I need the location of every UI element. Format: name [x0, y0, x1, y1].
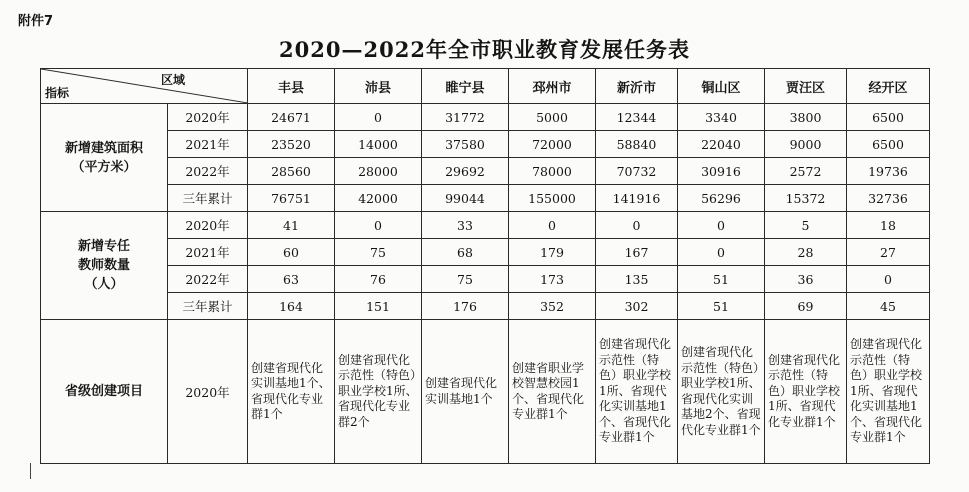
value-cell: 0 [335, 104, 422, 131]
project-cell: 创建省现代化示范性（特色）职业学校1所、省现代化实训基地1个、省现代化专业群1个 [596, 320, 678, 464]
value-cell: 135 [596, 266, 678, 293]
indicator-label: 指标 [45, 86, 70, 100]
value-cell: 173 [509, 266, 596, 293]
value-cell: 68 [422, 239, 509, 266]
value-cell: 51 [678, 266, 765, 293]
value-cell: 32736 [847, 185, 930, 212]
project-cell: 创建省职业学校智慧校园1个、省现代化专业群1个 [509, 320, 596, 464]
project-cell: 创建省现代化示范性（特色）职业学校1所、省现代化实训基地2个、省现代化专业群1个 [678, 320, 765, 464]
value-cell: 42000 [335, 185, 422, 212]
margin-mark [30, 463, 31, 479]
region-header: 铜山区 [678, 69, 765, 104]
value-cell: 0 [509, 212, 596, 239]
value-cell: 27 [847, 239, 930, 266]
value-cell: 6500 [847, 104, 930, 131]
value-cell: 302 [596, 293, 678, 320]
project-cell: 创建省现代化示范性（特色）职业学校1所、省现代化实训基地1个、省现代化专业群1个 [847, 320, 930, 464]
value-cell: 28 [765, 239, 847, 266]
year-cell: 2020年 [168, 212, 248, 239]
value-cell: 60 [248, 239, 335, 266]
value-cell: 51 [678, 293, 765, 320]
value-cell: 0 [596, 212, 678, 239]
value-cell: 78000 [509, 158, 596, 185]
task-table [40, 68, 930, 464]
value-cell: 75 [422, 266, 509, 293]
indicator-label-line: 教师数量 [77, 258, 130, 273]
value-cell: 31772 [422, 104, 509, 131]
table-row [41, 239, 930, 266]
region-header: 邳州市 [509, 69, 596, 104]
value-cell: 15372 [765, 185, 847, 212]
value-cell: 41 [248, 212, 335, 239]
value-cell: 2572 [765, 158, 847, 185]
header-row [41, 69, 930, 104]
indicator-floor-area [41, 104, 168, 212]
value-cell: 151 [335, 293, 422, 320]
indicator-label-line: （平方米） [71, 159, 137, 175]
table-row [41, 212, 930, 239]
year-cell: 2021年 [168, 239, 248, 266]
value-cell: 37580 [422, 131, 509, 158]
value-cell: 167 [596, 239, 678, 266]
value-cell: 56296 [678, 185, 765, 212]
value-cell: 63 [248, 266, 335, 293]
table-row [41, 320, 930, 464]
year-cell: 2021年 [168, 131, 248, 158]
year-cell: 2022年 [168, 158, 248, 185]
value-cell: 36 [765, 266, 847, 293]
value-cell: 76 [335, 266, 422, 293]
value-cell: 30916 [678, 158, 765, 185]
header-corner [41, 69, 248, 104]
value-cell: 45 [847, 293, 930, 320]
value-cell: 141916 [596, 185, 678, 212]
region-header: 经开区 [847, 69, 930, 104]
table-row [41, 158, 930, 185]
region-label: 区域 [160, 73, 185, 87]
region-header: 贾汪区 [765, 69, 847, 104]
value-cell: 75 [335, 239, 422, 266]
value-cell: 70732 [596, 158, 678, 185]
attachment-label: 附件7 [18, 14, 54, 29]
value-cell: 58840 [596, 131, 678, 158]
value-cell: 23520 [248, 131, 335, 158]
project-cell: 创建省现代化实训基地1个、省现代化专业群1个 [248, 320, 335, 464]
page-title: 2020—2022年全市职业教育发展任务表 [279, 37, 690, 62]
value-cell: 99044 [422, 185, 509, 212]
year-cell: 三年累计 [168, 185, 248, 212]
value-cell: 0 [678, 239, 765, 266]
value-cell: 3800 [765, 104, 847, 131]
value-cell: 24671 [248, 104, 335, 131]
value-cell: 9000 [765, 131, 847, 158]
value-cell: 176 [422, 293, 509, 320]
year-cell: 三年累计 [168, 293, 248, 320]
value-cell: 29692 [422, 158, 509, 185]
region-header: 睢宁县 [422, 69, 509, 104]
year-cell: 2020年 [168, 104, 248, 131]
value-cell: 5 [765, 212, 847, 239]
value-cell: 179 [509, 239, 596, 266]
region-header: 新沂市 [596, 69, 678, 104]
table-row [41, 104, 930, 131]
value-cell: 0 [847, 266, 930, 293]
value-cell: 164 [248, 293, 335, 320]
value-cell: 3340 [678, 104, 765, 131]
year-cell: 2022年 [168, 266, 248, 293]
table-row [41, 293, 930, 320]
value-cell: 352 [509, 293, 596, 320]
value-cell: 0 [678, 212, 765, 239]
region-header: 沛县 [335, 69, 422, 104]
value-cell: 76751 [248, 185, 335, 212]
value-cell: 12344 [596, 104, 678, 131]
table-row [41, 185, 930, 212]
value-cell: 0 [335, 212, 422, 239]
value-cell: 6500 [847, 131, 930, 158]
indicator-label-line: （人） [84, 277, 124, 292]
value-cell: 155000 [509, 185, 596, 212]
indicator-teachers [41, 212, 168, 320]
indicator-label-line: 新增建筑面积 [64, 140, 143, 156]
project-cell: 创建省现代化示范性（特色）职业学校1所、省现代化专业群1个 [765, 320, 847, 464]
year-cell: 2020年 [168, 320, 248, 464]
value-cell: 28000 [335, 158, 422, 185]
indicator-projects: 省级创建项目 [41, 320, 168, 464]
value-cell: 33 [422, 212, 509, 239]
value-cell: 19736 [847, 158, 930, 185]
project-cell: 创建省现代化实训基地1个 [422, 320, 509, 464]
indicator-label-line: 新增专任 [77, 239, 130, 254]
value-cell: 14000 [335, 131, 422, 158]
corner-diagonal [41, 69, 248, 103]
value-cell: 72000 [509, 131, 596, 158]
value-cell: 5000 [509, 104, 596, 131]
value-cell: 18 [847, 212, 930, 239]
table-row [41, 266, 930, 293]
value-cell: 28560 [248, 158, 335, 185]
value-cell: 69 [765, 293, 847, 320]
value-cell: 22040 [678, 131, 765, 158]
region-header: 丰县 [248, 69, 335, 104]
table-row [41, 131, 930, 158]
project-cell: 创建省现代化示范性（特色）职业学校1所、省现代化专业群2个 [335, 320, 422, 464]
